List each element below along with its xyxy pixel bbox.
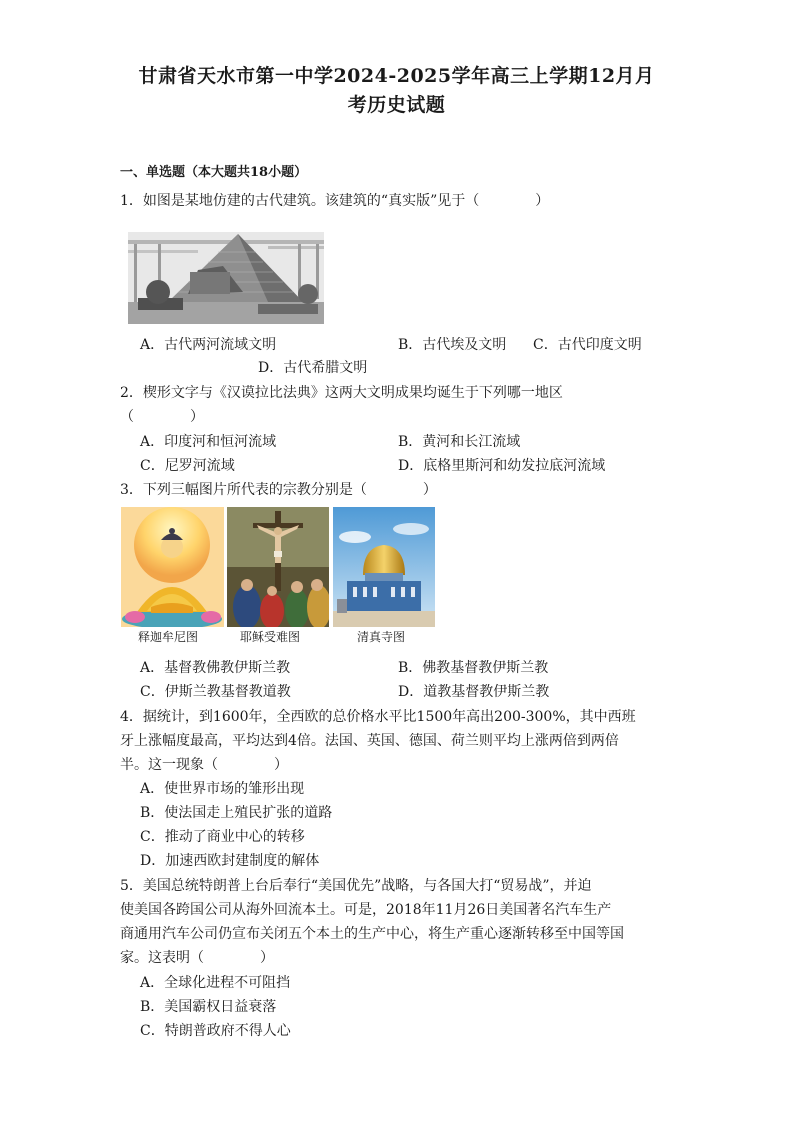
q5-stem-line-1: 5．美国总统特朗普上台后奉行“美国优先”战略，与各国大打“贸易战”，并迫 [120,878,592,894]
q1-option-b: B．古代埃及文明 [398,337,507,353]
q5-option-b: B．美国霸权日益衰落 [140,999,277,1015]
q1-stem: 1．如图是某地仿建的古代建筑。该建筑的“真实版”见于（ ） [120,193,550,209]
title-line-1: 甘肃省天水市第一中学2024-2025学年高三上学期12月月 [138,65,655,87]
q4-option-b: B．使法国走上殖民扩张的道路 [140,805,333,821]
caption-crucifixion: 耶稣受难图 [240,630,301,644]
q5-option-a: A．全球化进程不可阻挡 [140,975,291,991]
buddha-image [121,507,224,627]
q3-option-b: B．佛教基督教伊斯兰教 [398,660,549,676]
q4-stem-line-2: 牙上涨幅度最高，平均达到4倍。法国、英国、德国、荷兰则平均上涨两倍到两倍 [120,733,619,749]
q2-stem-line-2: （ ） [120,409,204,425]
q2-option-b: B．黄河和长江流域 [398,434,521,450]
q3-stem: 3．下列三幅图片所代表的宗教分别是（ ） [120,482,437,498]
crucifixion-image [227,507,329,627]
q1-option-d: D．古代希腊文明 [258,360,368,376]
page-title [100,62,693,120]
q3-option-d: D．道教基督教伊斯兰教 [398,684,550,700]
q4-stem-line-1: 4．据统计，到1600年，全西欧的总价格水平比1500年高出200-300%，其中西班 [120,709,636,725]
title-line-2: 考历史试题 [347,94,446,116]
q3-option-c: C．伊斯兰教基督教道教 [140,684,291,700]
caption-buddha: 释迦牟尼图 [138,630,199,644]
q5-option-c: C．特朗普政府不得人心 [140,1023,291,1039]
q4-option-a: A．使世界市场的雏形出现 [140,781,305,797]
q2-option-c: C．尼罗河流域 [140,458,235,474]
q3-option-a: A．基督教佛教伊斯兰教 [140,660,291,676]
section-heading: 一、单选题（本大题共18小题） [120,165,308,180]
caption-mosque: 清真寺图 [357,630,406,644]
q1-option-a: A．古代两河流域文明 [140,337,277,353]
q2-stem-line-1: 2．楔形文字与《汉谟拉比法典》这两大文明成果均诞生于下列哪一地区 [120,385,563,401]
mosque-image [333,507,435,627]
q4-option-d: D．加速西欧封建制度的解体 [140,853,320,869]
q4-option-c: C．推动了商业中心的转移 [140,829,305,845]
q2-option-d: D．底格里斯河和幼发拉底河流域 [398,458,606,474]
q1-option-c: C．古代印度文明 [533,337,642,353]
q4-stem-line-3: 半。这一现象（ ） [120,757,288,773]
q5-stem-line-2: 使美国各跨国公司从海外回流本土。可是，2018年11月26日美国著名汽车生产 [120,902,612,918]
pyramid-image [128,232,324,324]
q2-option-a: A．印度河和恒河流域 [140,434,277,450]
q5-stem-line-3: 商通用汽车公司仍宣布关闭五个本土的生产中心，将生产重心逐渐转移至中国等国 [120,926,624,942]
q5-stem-line-4: 家。这表明（ ） [120,950,274,966]
